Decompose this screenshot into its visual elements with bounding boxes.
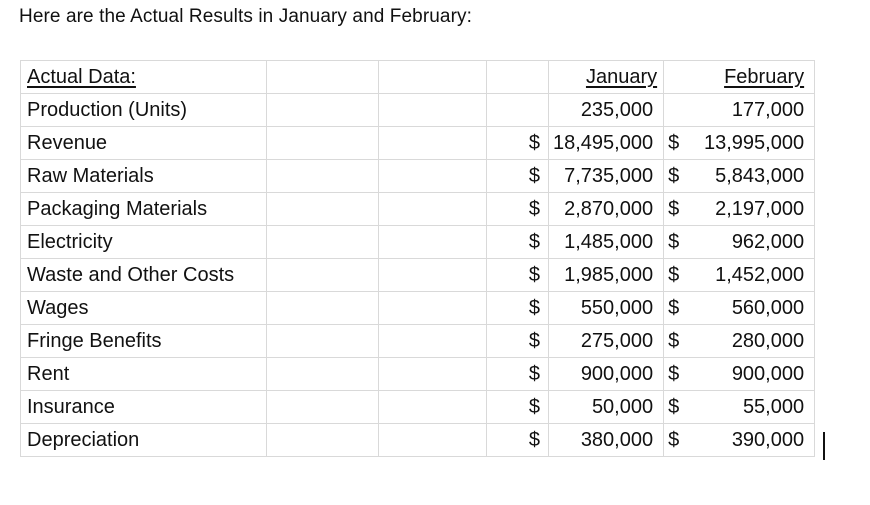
january-currency-cell[interactable] (487, 226, 549, 259)
table-row (21, 325, 815, 358)
february-currency-symbol: $ (668, 132, 680, 154)
table-row (21, 127, 815, 160)
row-label-cell[interactable] (21, 358, 267, 391)
january-value-cell[interactable] (549, 259, 664, 292)
blank-cell[interactable] (267, 193, 379, 226)
february-value-cell[interactable] (664, 94, 815, 127)
february-currency-symbol: $ (668, 297, 680, 319)
blank-cell[interactable] (267, 325, 379, 358)
january-currency-symbol: $ (528, 363, 540, 385)
february-value-cell[interactable] (664, 391, 815, 424)
january-value: 275,000 (580, 330, 654, 352)
january-currency-symbol: $ (528, 198, 540, 220)
row-label-cell[interactable] (21, 391, 267, 424)
january-currency-cell[interactable] (487, 193, 549, 226)
january-value: 7,735,000 (564, 165, 654, 187)
blank-cell[interactable] (379, 61, 487, 94)
blank-cell[interactable] (379, 391, 487, 424)
table-row (21, 193, 815, 226)
table-row (21, 424, 815, 457)
row-label-cell[interactable] (21, 325, 267, 358)
january-currency-cell[interactable] (487, 160, 549, 193)
row-label-cell[interactable] (21, 160, 267, 193)
january-currency-cell[interactable] (487, 259, 549, 292)
table-row (21, 292, 815, 325)
february-value: 55,000 (742, 396, 805, 418)
february-value: 13,995,000 (704, 132, 805, 154)
row-label: Raw Materials (27, 165, 154, 187)
blank-cell[interactable] (267, 424, 379, 457)
february-value-cell[interactable] (664, 259, 815, 292)
february-value: 2,197,000 (715, 198, 805, 220)
row-label: Electricity (27, 231, 113, 253)
text-cursor (823, 432, 825, 460)
january-currency-cell[interactable] (487, 424, 549, 457)
row-label: Insurance (27, 396, 115, 418)
blank-cell[interactable] (379, 94, 487, 127)
january-value: 2,870,000 (564, 198, 654, 220)
header-row (21, 61, 815, 94)
january-currency-cell[interactable] (487, 94, 549, 127)
january-currency-symbol: $ (528, 297, 540, 319)
blank-cell[interactable] (267, 94, 379, 127)
blank-cell[interactable] (267, 127, 379, 160)
february-currency-symbol: $ (668, 429, 680, 451)
blank-cell[interactable] (379, 193, 487, 226)
february-value: 5,843,000 (715, 165, 805, 187)
january-value: 235,000 (580, 99, 654, 121)
january-value: 18,495,000 (553, 132, 654, 154)
row-label-cell[interactable] (21, 259, 267, 292)
january-value-cell[interactable] (549, 127, 664, 160)
january-value: 1,985,000 (564, 264, 654, 286)
january-value-cell[interactable] (549, 358, 664, 391)
february-value-cell[interactable] (664, 325, 815, 358)
table-row (21, 226, 815, 259)
january-currency-cell[interactable] (487, 358, 549, 391)
blank-cell[interactable] (267, 292, 379, 325)
january-currency-symbol: $ (528, 429, 540, 451)
january-value-cell[interactable] (549, 94, 664, 127)
february-value: 390,000 (731, 429, 805, 451)
blank-cell[interactable] (267, 358, 379, 391)
header-label: Actual Data: (27, 66, 136, 88)
blank-cell[interactable] (379, 226, 487, 259)
row-label-cell[interactable] (21, 127, 267, 160)
table-row (21, 391, 815, 424)
february-value-cell[interactable] (664, 127, 815, 160)
header-february-cell[interactable] (664, 61, 815, 94)
january-value-cell[interactable] (549, 292, 664, 325)
january-value-cell[interactable] (549, 391, 664, 424)
row-label: Depreciation (27, 429, 140, 451)
february-currency-symbol: $ (668, 330, 680, 352)
january-currency-symbol: $ (528, 132, 540, 154)
january-value-cell[interactable] (549, 226, 664, 259)
january-value-cell[interactable] (549, 160, 664, 193)
january-currency-cell[interactable] (487, 127, 549, 160)
blank-cell[interactable] (379, 358, 487, 391)
table-row (21, 160, 815, 193)
header-label-cell[interactable] (21, 61, 267, 94)
february-value: 962,000 (731, 231, 805, 253)
february-value-cell[interactable] (664, 160, 815, 193)
february-value: 900,000 (731, 363, 805, 385)
january-currency-symbol: $ (528, 231, 540, 253)
blank-cell[interactable] (379, 259, 487, 292)
february-value-cell[interactable] (664, 226, 815, 259)
february-value: 1,452,000 (715, 264, 805, 286)
header-january-cell[interactable] (549, 61, 664, 94)
january-currency-cell[interactable] (487, 325, 549, 358)
row-label-cell[interactable] (21, 226, 267, 259)
blank-cell[interactable] (379, 325, 487, 358)
blank-cell[interactable] (267, 160, 379, 193)
blank-cell[interactable] (267, 61, 379, 94)
blank-cell[interactable] (267, 226, 379, 259)
blank-cell[interactable] (379, 160, 487, 193)
blank-cell[interactable] (267, 391, 379, 424)
january-currency-cell[interactable] (487, 391, 549, 424)
january-currency-symbol: $ (528, 396, 540, 418)
february-currency-symbol: $ (668, 165, 680, 187)
january-currency-cell[interactable] (487, 292, 549, 325)
row-label: Fringe Benefits (27, 330, 162, 352)
january-value: 900,000 (580, 363, 654, 385)
row-label-cell[interactable] (21, 94, 267, 127)
blank-cell[interactable] (379, 127, 487, 160)
actual-data-table (20, 60, 815, 457)
february-currency-symbol: $ (668, 231, 680, 253)
row-label: Rent (27, 363, 70, 385)
february-value: 177,000 (731, 99, 805, 121)
january-value-cell[interactable] (549, 325, 664, 358)
february-currency-symbol: $ (668, 363, 680, 385)
february-value-cell[interactable] (664, 424, 815, 457)
row-label: Revenue (27, 132, 108, 154)
february-value-cell[interactable] (664, 292, 815, 325)
row-label-cell[interactable] (21, 193, 267, 226)
blank-cell[interactable] (487, 61, 549, 94)
table-row (21, 94, 815, 127)
january-currency-symbol: $ (528, 165, 540, 187)
row-label-cell[interactable] (21, 292, 267, 325)
blank-cell[interactable] (267, 259, 379, 292)
blank-cell[interactable] (379, 292, 487, 325)
january-value: 1,485,000 (564, 231, 654, 253)
row-label: Production (Units) (27, 99, 188, 121)
row-label: Wages (27, 297, 89, 319)
row-label: Packaging Materials (27, 198, 208, 220)
february-value-cell[interactable] (664, 193, 815, 226)
january-currency-symbol: $ (528, 264, 540, 286)
header-february: February (724, 66, 805, 88)
january-value-cell[interactable] (549, 193, 664, 226)
february-currency-symbol: $ (668, 264, 680, 286)
february-value: 280,000 (731, 330, 805, 352)
february-currency-symbol: $ (668, 396, 680, 418)
february-currency-symbol: $ (668, 198, 680, 220)
blank-cell[interactable] (379, 424, 487, 457)
january-currency-symbol: $ (528, 330, 540, 352)
january-value: 50,000 (591, 396, 654, 418)
february-value: 560,000 (731, 297, 805, 319)
table-row (21, 259, 815, 292)
january-value: 550,000 (580, 297, 654, 319)
row-label-cell[interactable] (21, 424, 267, 457)
table-row (21, 358, 815, 391)
intro-text: Here are the Actual Results in January and February: (19, 6, 472, 27)
row-label: Waste and Other Costs (27, 264, 235, 286)
january-value-cell[interactable] (549, 424, 664, 457)
header-january: January (585, 66, 658, 88)
january-value: 380,000 (580, 429, 654, 451)
february-value-cell[interactable] (664, 358, 815, 391)
